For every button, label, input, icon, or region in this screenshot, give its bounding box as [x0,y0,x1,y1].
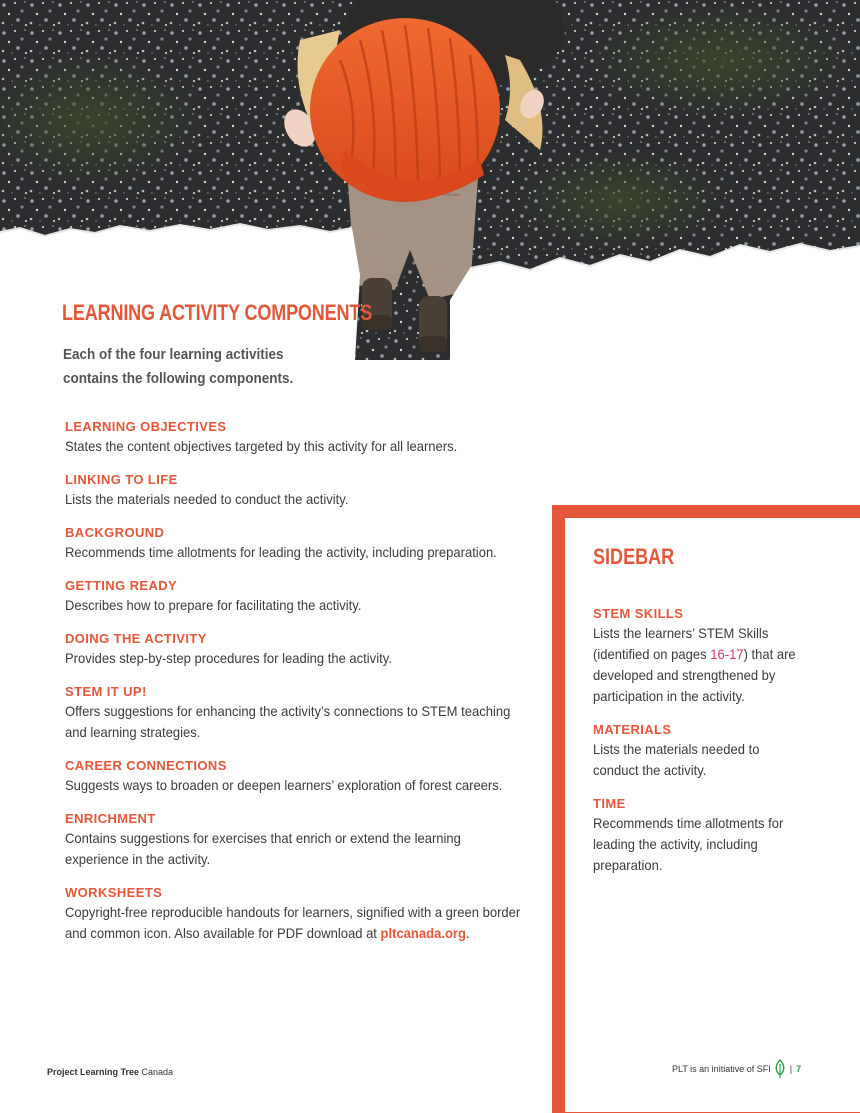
component-item [65,417,525,457]
stem-skills-text-after: ) that are developed and strengthened by participation in the activity. [593,646,796,704]
page-title: LEARNING ACTIVITY COMPONENTS [62,300,373,325]
component-heading: LEARNING OBJECTIVES [65,419,227,434]
intro-line-1: Each of the four learning activities [63,346,284,363]
stem-skills-text: Lists the learners’ STEM Skills (identified on pages [593,625,769,662]
component-item [65,576,525,616]
component-description: Describes how to prepare for facilitating the activity. [65,597,362,613]
footer-initiative [672,1058,801,1080]
sidebar-item-description [593,623,802,707]
sidebar-item-description: Recommends time allotments for leading the activity, including preparation. [593,815,784,873]
component-heading: WORKSHEETS [65,885,163,900]
footer-org-country: Canada [139,1067,174,1077]
pltcanada-link[interactable]: pltcanada.org [380,925,466,941]
footer-separator: | [789,1064,793,1074]
component-heading: DOING THE ACTIVITY [65,631,207,646]
footer-org-name: Project Learning Tree [47,1067,140,1077]
component-item [65,629,525,669]
sidebar-title: SIDEBAR [593,544,675,569]
component-description: Lists the materials needed to conduct the activity. [65,491,349,507]
component-description: Offers suggestions for enhancing the activity’s connections to STEM teaching and learning strategies. [65,703,511,740]
component-item [65,809,525,870]
worksheets-period: . [465,925,470,941]
component-description: Provides step-by-step procedures for leading the activity. [65,650,392,666]
component-heading: ENRICHMENT [65,811,156,826]
component-item [65,470,525,510]
component-description: States the content objectives targeted by this activity for all learners. [65,438,458,454]
sidebar-item [593,721,803,781]
component-description [65,902,521,944]
sidebar-item-heading: STEM SKILLS [593,606,684,621]
sidebar-item [593,795,803,876]
sidebar-list [593,605,803,890]
component-heading: BACKGROUND [65,525,165,540]
component-description: Suggests ways to broaden or deepen learners’ exploration of forest careers. [65,777,503,793]
component-description: Recommends time allotments for leading the activity, including preparation. [65,544,497,560]
component-item [65,883,525,944]
component-heading: STEM IT UP! [65,684,147,699]
footer-initiative-text: PLT is an initiative of SFI [672,1064,771,1074]
intro-line-2: contains the following components. [63,370,294,387]
sidebar-item-heading: MATERIALS [593,722,672,737]
component-item [65,523,525,563]
worksheets-text: Copyright-free reproducible handouts for learners, signified with a green border and common icon. Also available for PDF download at [65,904,521,941]
intro-text [63,343,360,391]
sidebar-item-heading: TIME [593,796,626,811]
sidebar-item-description: Lists the materials needed to conduct the activity. [593,741,760,778]
pages-link[interactable]: 16-17 [710,646,744,662]
leaf-icon [774,1059,786,1079]
footer-organization [47,1067,173,1077]
component-item [65,682,525,743]
page-number: 7 [796,1064,802,1074]
component-item [65,756,525,796]
component-description: Contains suggestions for exercises that enrich or extend the learning experience in the activity. [65,830,461,867]
component-heading: CAREER CONNECTIONS [65,758,227,773]
component-heading: LINKING TO LIFE [65,472,178,487]
component-heading: GETTING READY [65,578,178,593]
sidebar-item [593,605,803,707]
component-list [65,417,525,957]
